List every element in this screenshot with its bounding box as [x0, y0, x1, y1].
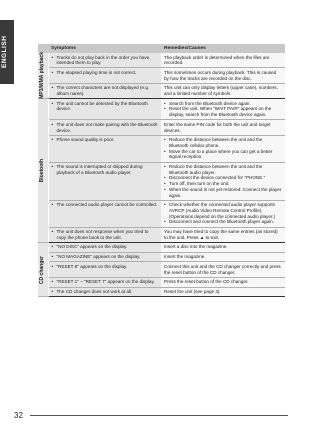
table-row: [38, 83, 285, 98]
table-row: [38, 162, 285, 200]
symptom-item: • Tracks do not play back in the order you have intended them to play.: [52, 55, 159, 66]
remedy-cell: [161, 277, 285, 287]
remedy-item: • Check whether the connected audio player supports AVRCP (Audio Video Remote Control Profile). (Operations depend on the connected audio player.): [164, 202, 282, 219]
table-row: [38, 53, 285, 68]
remedy-text: The playback order is determined when the files are recorded.: [164, 54, 270, 66]
header-symptoms: Symptoms: [48, 44, 161, 53]
symptom-item: • "NO MAGAZINE" appears on the display.: [52, 254, 159, 260]
symptom-cell: [48, 227, 161, 242]
symptom-cell: [48, 135, 161, 162]
remedy-cell: [161, 227, 285, 242]
symptom-cell: [48, 242, 161, 252]
page-number: 32: [14, 411, 23, 420]
remedy-item: • Turn off, then turn on the unit.: [164, 181, 282, 187]
symptom-item: • The connected audio player cannot be controlled.: [52, 202, 159, 208]
remedy-item: • Disconnect and connect the Bluetooth player again.: [164, 219, 282, 225]
table-row: [38, 252, 285, 262]
symptom-cell: [48, 120, 161, 135]
table-row: [38, 200, 285, 227]
symptom-item: • "NO DISC" appears on the display.: [52, 244, 159, 250]
symptom-item: • The unit does not make pairing with the Bluetooth device.: [52, 122, 159, 133]
remedy-cell: [161, 162, 285, 200]
remedy-item: • Move the car to a place where you can get a better signal reception.: [164, 149, 282, 160]
symptom-cell: [48, 200, 161, 227]
symptom-cell: [48, 68, 161, 83]
symptom-item: • Phone sound quality is poor.: [52, 137, 159, 143]
section-label-text: Bluetooth: [39, 158, 46, 183]
remedy-text: You may have tried to copy the same entries (as stored) to the unit. Press ▲ to exit.: [164, 229, 278, 240]
remedy-item: • Reset the unit. When "WAIT PAIR" appears on the display, search from the Bluetooth device again.: [164, 106, 282, 117]
symptom-cell: [48, 287, 161, 297]
remedy-cell: [161, 120, 285, 135]
table-row: [38, 262, 285, 277]
table-row: [38, 287, 285, 297]
remedy-cell: [161, 99, 285, 120]
remedy-text: Press the reset button of the CD changer.: [164, 279, 249, 285]
remedy-text: This unit can only display letters (upper case), numbers, and a limited number of symbols.: [164, 85, 278, 97]
symptom-item: • The elapsed playing time is not correct.: [52, 70, 159, 76]
remedy-text: This sometimes occurs during playback. This is caused by how the tracks are recorded on the disc.: [164, 69, 277, 81]
table-row: [38, 227, 285, 242]
symptom-item: • "RESET 8" appears on the display.: [52, 264, 159, 270]
remedy-text: Insert the magazine.: [164, 254, 206, 260]
symptom-item: • The unit cannot be detected by the Bluetooth device.: [52, 101, 159, 112]
remedy-cell: [161, 287, 285, 297]
section-label: [38, 53, 48, 99]
remedy-text: Connect this unit and the CD changer correctly and press the reset button of the CD changer.: [164, 263, 281, 275]
table-row: [38, 99, 285, 120]
remedy-text: Insert a disc into the magazine.: [164, 244, 228, 250]
remedy-item: • Search from the Bluetooth device again.: [164, 101, 282, 107]
table-row: [38, 242, 285, 252]
remedy-cell: [161, 252, 285, 262]
remedy-item: • Reduce the distance between the unit and the Bluetooth audio player.: [164, 164, 282, 175]
symptom-cell: [48, 99, 161, 120]
remedy-text: Enter the same PIN code for both the unit and target devices.: [164, 121, 271, 133]
symptom-item: • The sound is interrupted or skipped during playback of a Bluetooth audio player.: [52, 164, 159, 175]
symptom-cell: [48, 53, 161, 68]
remedy-item: • Disconnect the device connected for "PHONE.": [164, 175, 282, 181]
remedy-text: Reset the unit (see page 3).: [164, 289, 221, 294]
table-row: [38, 277, 285, 287]
symptom-cell: [48, 252, 161, 262]
remedy-cell: [161, 200, 285, 227]
symptom-item: • The CD changer does not work at all.: [52, 289, 159, 295]
symptom-item: • "RESET 1" – "RESET 7" appears on the display.: [52, 279, 159, 285]
symptom-cell: [48, 83, 161, 98]
table-header-row: [38, 44, 285, 53]
symptom-item: • The unit does not response when you tried to copy the phone book to the unit.: [52, 229, 159, 240]
table-row: [38, 120, 285, 135]
language-tab-label: ENGLISH: [1, 35, 8, 69]
header-remedies: Remedies/Causes: [161, 44, 285, 53]
table-row: [38, 135, 285, 162]
remedy-cell: [161, 135, 285, 162]
section-label-text: MP3/WMA playback: [39, 52, 46, 99]
language-tab: [0, 20, 14, 84]
table-row: [38, 68, 285, 83]
remedy-cell: [161, 53, 285, 68]
remedy-cell: [161, 68, 285, 83]
section-label: [38, 242, 48, 296]
symptom-item: • The correct characters are not displayed (e.g. album name).: [52, 85, 159, 96]
remedy-item: • Reduce the distance between the unit and the Bluetooth cellular phone.: [164, 137, 282, 148]
symptom-cell: [48, 262, 161, 277]
remedy-cell: [161, 262, 285, 277]
remedy-cell: [161, 83, 285, 98]
remedy-cell: [161, 242, 285, 252]
troubleshooting-table: [38, 44, 285, 297]
remedy-item: • When the sound is not yet restored: Connect the player again.: [164, 187, 282, 198]
section-label-text: CD changer: [39, 255, 46, 284]
symptom-cell: [48, 277, 161, 287]
section-label: [38, 99, 48, 243]
page-footer-rule: [30, 415, 288, 416]
symptom-cell: [48, 162, 161, 200]
